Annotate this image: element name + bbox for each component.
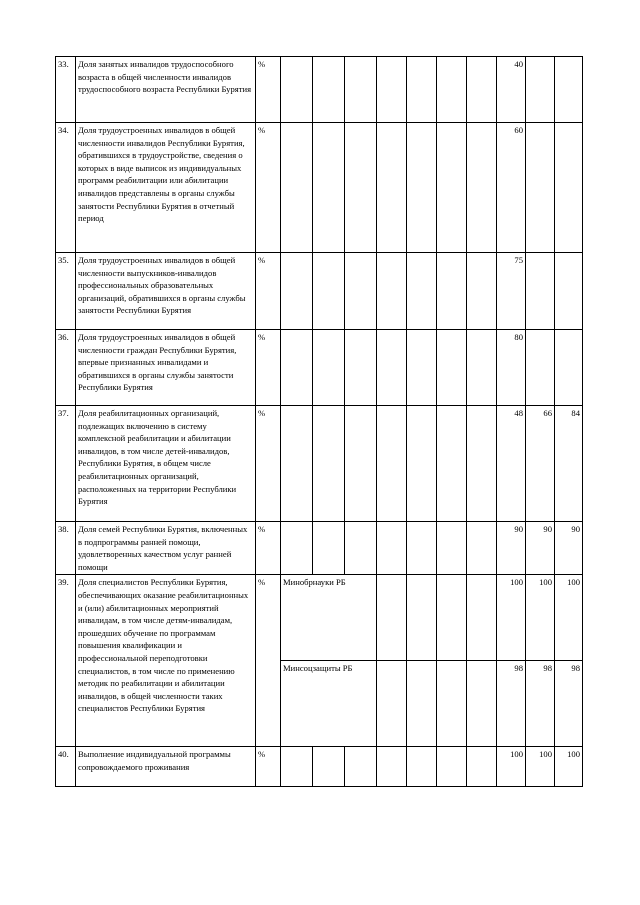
unit-cell: % bbox=[256, 522, 281, 575]
department-cell: Минсоцзащиты РБ bbox=[281, 661, 377, 747]
value-cell: 48 bbox=[497, 406, 526, 522]
empty-cell bbox=[313, 747, 345, 787]
empty-cell bbox=[467, 747, 497, 787]
value-cell: 60 bbox=[497, 123, 526, 253]
table-row bbox=[56, 406, 583, 522]
empty-cell bbox=[345, 747, 377, 787]
department-cell: Минобрнауки РБ bbox=[281, 575, 377, 661]
table-row bbox=[56, 57, 583, 123]
value-cell: 75 bbox=[497, 253, 526, 330]
value-cell: 100 bbox=[497, 575, 526, 661]
unit-cell: % bbox=[256, 253, 281, 330]
empty-cell bbox=[313, 253, 345, 330]
value-cell bbox=[526, 330, 555, 406]
table-row bbox=[56, 522, 583, 575]
value-cell: 100 bbox=[497, 747, 526, 787]
empty-cell bbox=[437, 747, 467, 787]
unit-cell: % bbox=[256, 575, 281, 747]
empty-cell bbox=[377, 123, 407, 253]
empty-cell bbox=[345, 57, 377, 123]
value-cell: 90 bbox=[555, 522, 583, 575]
empty-cell bbox=[437, 330, 467, 406]
empty-cell bbox=[467, 253, 497, 330]
empty-cell bbox=[407, 747, 437, 787]
empty-cell bbox=[345, 123, 377, 253]
empty-cell bbox=[313, 522, 345, 575]
empty-cell bbox=[437, 57, 467, 123]
empty-cell bbox=[467, 575, 497, 661]
empty-cell bbox=[407, 661, 437, 747]
empty-cell bbox=[313, 330, 345, 406]
indicators-table bbox=[55, 56, 583, 787]
unit-cell: % bbox=[256, 747, 281, 787]
row-number: 35. bbox=[56, 253, 76, 330]
value-cell: 66 bbox=[526, 406, 555, 522]
unit-cell: % bbox=[256, 123, 281, 253]
unit-cell: % bbox=[256, 57, 281, 123]
indicator-name: Доля занятых инвалидов трудоспособного возраста в общей численности инвалидов трудоспособного возраста Республики Бурятия bbox=[76, 57, 256, 123]
empty-cell bbox=[407, 522, 437, 575]
table-row bbox=[56, 575, 583, 661]
row-number: 39. bbox=[56, 575, 76, 747]
row-number: 40. bbox=[56, 747, 76, 787]
value-cell: 90 bbox=[497, 522, 526, 575]
empty-cell bbox=[281, 330, 313, 406]
row-number: 33. bbox=[56, 57, 76, 123]
table-row bbox=[56, 123, 583, 253]
empty-cell bbox=[437, 522, 467, 575]
indicator-name: Доля трудоустроенных инвалидов в общей численности граждан Республики Бурятия, впервые признанных инвалидами и обратившихся в органы службы занятости Республики Бурятия bbox=[76, 330, 256, 406]
indicator-name: Выполнение индивидуальной программы сопровождаемого проживания bbox=[76, 747, 256, 787]
empty-cell bbox=[281, 522, 313, 575]
table-row bbox=[56, 253, 583, 330]
value-cell bbox=[555, 330, 583, 406]
empty-cell bbox=[407, 406, 437, 522]
empty-cell bbox=[345, 406, 377, 522]
empty-cell bbox=[407, 575, 437, 661]
empty-cell bbox=[345, 330, 377, 406]
value-cell bbox=[526, 57, 555, 123]
value-cell: 90 bbox=[526, 522, 555, 575]
empty-cell bbox=[345, 253, 377, 330]
empty-cell bbox=[345, 522, 377, 575]
value-cell bbox=[526, 123, 555, 253]
empty-cell bbox=[407, 253, 437, 330]
value-cell bbox=[555, 57, 583, 123]
value-cell bbox=[526, 253, 555, 330]
row-number: 36. bbox=[56, 330, 76, 406]
empty-cell bbox=[377, 57, 407, 123]
table-row bbox=[56, 330, 583, 406]
empty-cell bbox=[437, 661, 467, 747]
value-cell: 100 bbox=[555, 575, 583, 661]
empty-cell bbox=[437, 123, 467, 253]
empty-cell bbox=[281, 123, 313, 253]
value-cell: 100 bbox=[526, 575, 555, 661]
empty-cell bbox=[467, 406, 497, 522]
indicator-name: Доля трудоустроенных инвалидов в общей численности инвалидов Республики Бурятия, обратившихся в трудоустройстве, сведения о которых в виде выписок из индивидуальных программ реабилитации или абилитации инвалидов представлены в органы службы занятости Республики Бурятия в отчетный период bbox=[76, 123, 256, 253]
empty-cell bbox=[467, 57, 497, 123]
empty-cell bbox=[437, 253, 467, 330]
value-cell: 80 bbox=[497, 330, 526, 406]
value-cell bbox=[555, 123, 583, 253]
row-number: 38. bbox=[56, 522, 76, 575]
empty-cell bbox=[281, 406, 313, 522]
row-number: 37. bbox=[56, 406, 76, 522]
empty-cell bbox=[377, 522, 407, 575]
unit-cell: % bbox=[256, 406, 281, 522]
indicator-name: Доля семей Республики Бурятия, включенных в подпрограммы ранней помощи, удовлетворенных качеством услуг ранней помощи bbox=[76, 522, 256, 575]
unit-cell: % bbox=[256, 330, 281, 406]
empty-cell bbox=[467, 661, 497, 747]
empty-cell bbox=[377, 253, 407, 330]
indicator-name: Доля реабилитационных организаций, подлежащих включению в систему комплексной реабилитации и абилитации инвалидов, в том числе детей-инвалидов, Республики Бурятия, в общем числе реабилитационных организаций, расположенных на территории Республики Бурятия bbox=[76, 406, 256, 522]
empty-cell bbox=[281, 253, 313, 330]
empty-cell bbox=[281, 57, 313, 123]
empty-cell bbox=[281, 747, 313, 787]
empty-cell bbox=[377, 406, 407, 522]
value-cell: 98 bbox=[555, 661, 583, 747]
value-cell: 40 bbox=[497, 57, 526, 123]
empty-cell bbox=[437, 406, 467, 522]
value-cell: 100 bbox=[555, 747, 583, 787]
empty-cell bbox=[313, 57, 345, 123]
table-row bbox=[56, 747, 583, 787]
value-cell: 98 bbox=[497, 661, 526, 747]
empty-cell bbox=[407, 330, 437, 406]
value-cell: 100 bbox=[526, 747, 555, 787]
value-cell: 98 bbox=[526, 661, 555, 747]
indicator-name: Доля специалистов Республики Бурятия, обеспечивающих оказание реабилитационных и (или) абилитационных мероприятий инвалидам, в том числе детям-инвалидам, прошедших обучение по программам повышения квалификации и профессиональной переподготовки специалистов, в том числе по применению методик по реабилитации и абилитации инвалидов, в общей численности таких специалистов Республики Бурятия bbox=[76, 575, 256, 747]
indicator-name: Доля трудоустроенных инвалидов в общей численности выпускников-инвалидов профессиональных образовательных организаций, обратившихся в органы службы занятости Республики Бурятия bbox=[76, 253, 256, 330]
empty-cell bbox=[377, 575, 407, 661]
empty-cell bbox=[467, 522, 497, 575]
empty-cell bbox=[407, 57, 437, 123]
value-cell: 84 bbox=[555, 406, 583, 522]
empty-cell bbox=[467, 123, 497, 253]
empty-cell bbox=[407, 123, 437, 253]
empty-cell bbox=[313, 406, 345, 522]
value-cell bbox=[555, 253, 583, 330]
empty-cell bbox=[377, 661, 407, 747]
empty-cell bbox=[437, 575, 467, 661]
empty-cell bbox=[313, 123, 345, 253]
empty-cell bbox=[467, 330, 497, 406]
empty-cell bbox=[377, 330, 407, 406]
row-number: 34. bbox=[56, 123, 76, 253]
empty-cell bbox=[377, 747, 407, 787]
